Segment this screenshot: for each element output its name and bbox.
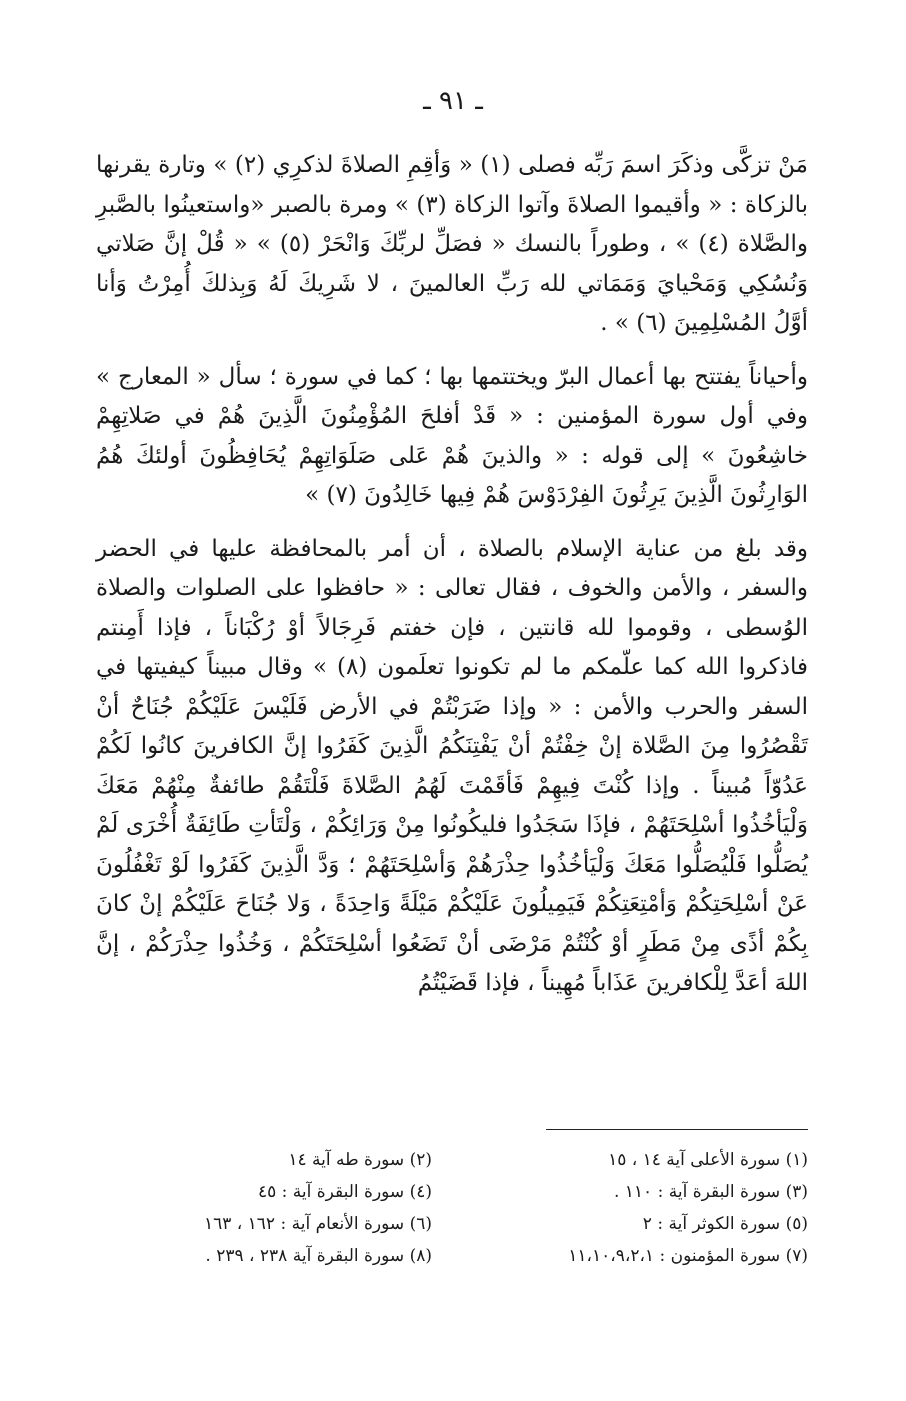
footnote-7: (٧) سورة المؤمنون : ١١،١٠،٩،٢،١ bbox=[568, 1246, 808, 1266]
footnote-1: (١) سورة الأعلى آية ١٤ ، ١٥ bbox=[608, 1150, 808, 1170]
main-text bbox=[96, 146, 808, 1004]
paragraph-2: وأحياناً يفتتح بها أعمال البرّ ويختتمها بها ؛ كما في سورة ؛ سأل « المعارج » وفي أول سورة المؤمنين : « قَدْ أفلحَ المُؤْمِنُونَ الَّذِينَ هُمْ في صَلاتِهِمْ خاشِعُونَ » إلى قوله : « والذينَ هُمْ عَلى صَلَوَاتِهِمْ يُحَافِظُونَ أولئكَ هُمُ الوَارِثُونَ الَّذِينَ يَرِثُونَ الفِرْدَوْسَ هُمْ فِيها خَالِدُونَ (٧) » bbox=[96, 363, 808, 508]
footnote-3: (٣) سورة البقرة آية : ١١٠ . bbox=[613, 1182, 808, 1202]
footnote-4: (٤) سورة البقرة آية : ٤٥ bbox=[257, 1182, 432, 1202]
page-number: ـ ٩١ ـ bbox=[423, 86, 483, 116]
footnote-2: (٢) سورة طه آية ١٤ bbox=[288, 1150, 432, 1170]
paragraph-1: مَنْ تزكَّى وذكَرَ اسمَ رَبِّه فصلى (١) « وَأقِمِ الصلاةَ لذكرِي (٢) » وتارة يقرنها بالزكاة : « وأقيموا الصلاةَ وآتوا الزكاة (٣) » ومرة بالصبر «واستعينُوا بالصَّبرِ والصَّلاة (٤) » ، وطوراً بالنسك « فصَلِّ لربِّكَ وَانْحَرْ (٥) » « قُلْ إنَّ صَلاتي وَنُسُكِي وَمَحْيايَ وَمَمَاتي لله رَبِّ العالمينَ ، لا شَرِيكَ لَهُ وَبِذلكَ أُمِرْتُ وَأنا أوَّلُ المُسْلِمِينَ (٦) » . bbox=[96, 152, 809, 336]
footnote-8: (٨) سورة البقرة آية ٢٣٨ ، ٢٣٩ . bbox=[205, 1246, 432, 1266]
paragraph-3: وقد بلغ من عناية الإسلام بالصلاة ، أن أمر بالمحافظة عليها في الحضر والسفر ، والأمن والخوف ، فقال تعالى : « حافظوا على الصلوات والصلاة الوُسطى ، وقوموا لله قانتين ، فإن خفتم فَرِجَالاً أوْ رُكْبَاناً ، فإذا أَمِنتم فاذكروا الله كما علّمكم ما لم تكونوا تعلَمون (٨) » وقال مبيناً كيفيتها في السفر والحرب والأمن : « وإذا ضَرَبْتُمْ في الأرض فَلَيْسَ عَلَيْكُمْ جُنَاحٌ أنْ تَقْصُرُوا مِنَ الصَّلاة إنْ خِفْتُمْ أنْ يَفْتِنَكُمُ الَّذِينَ كَفَرُوا إنَّ الكافرينَ كانُوا لَكُمْ عَدُوّاً مُبيناً . وإذا كُنْتَ فِيهِمْ فَأقَمْتَ لَهُمُ الصَّلاةَ فَلْتَقُمْ طائفةٌ مِنْهُمْ مَعَكَ وَلْيَأخُذُوا أسْلِحَتَهُمْ ، فإذَا سَجَدُوا فليكُونُوا مِنْ وَرَائِكُمْ ، وَلْتَأتِ طَائِفَةٌ أُخْرَى لَمْ يُصَلُّوا فَلْيُصَلُّوا مَعَكَ وَلْيَأخُذُوا حِذْرَهُمْ وَأسْلِحَتَهُمْ ؛ وَدَّ الَّذِينَ كَفَرُوا لَوْ تَغْفُلُونَ عَنْ أسْلِحَتِكُمْ وَأمْتِعَتِكُمْ فَيَمِيلُونَ عَلَيْكُمْ مَيْلَةً وَاحِدَةً ، وَلا جُنَاحَ عَلَيْكُمْ إنْ كانَ بِكُمْ أذًى مِنْ مَطَرٍ أوْ كُنْتُمْ مَرْضَى أنْ تَضَعُوا أسْلِحَتَكُمْ ، وَخُذُوا حِذْرَكُمْ ، إنَّ اللهَ أعَدَّ لِلْكافرينَ عَذَاباً مُهِيناً ، فإذا قَضَيْتُمُ bbox=[96, 535, 808, 996]
footnote-5: (٥) سورة الكوثر آية : ٢ bbox=[642, 1214, 808, 1234]
footnotes bbox=[96, 1145, 808, 1271]
footnote-divider bbox=[546, 1129, 808, 1130]
footnote-6: (٦) سورة الأنعام آية : ١٦٢ ، ١٦٣ bbox=[203, 1214, 432, 1234]
